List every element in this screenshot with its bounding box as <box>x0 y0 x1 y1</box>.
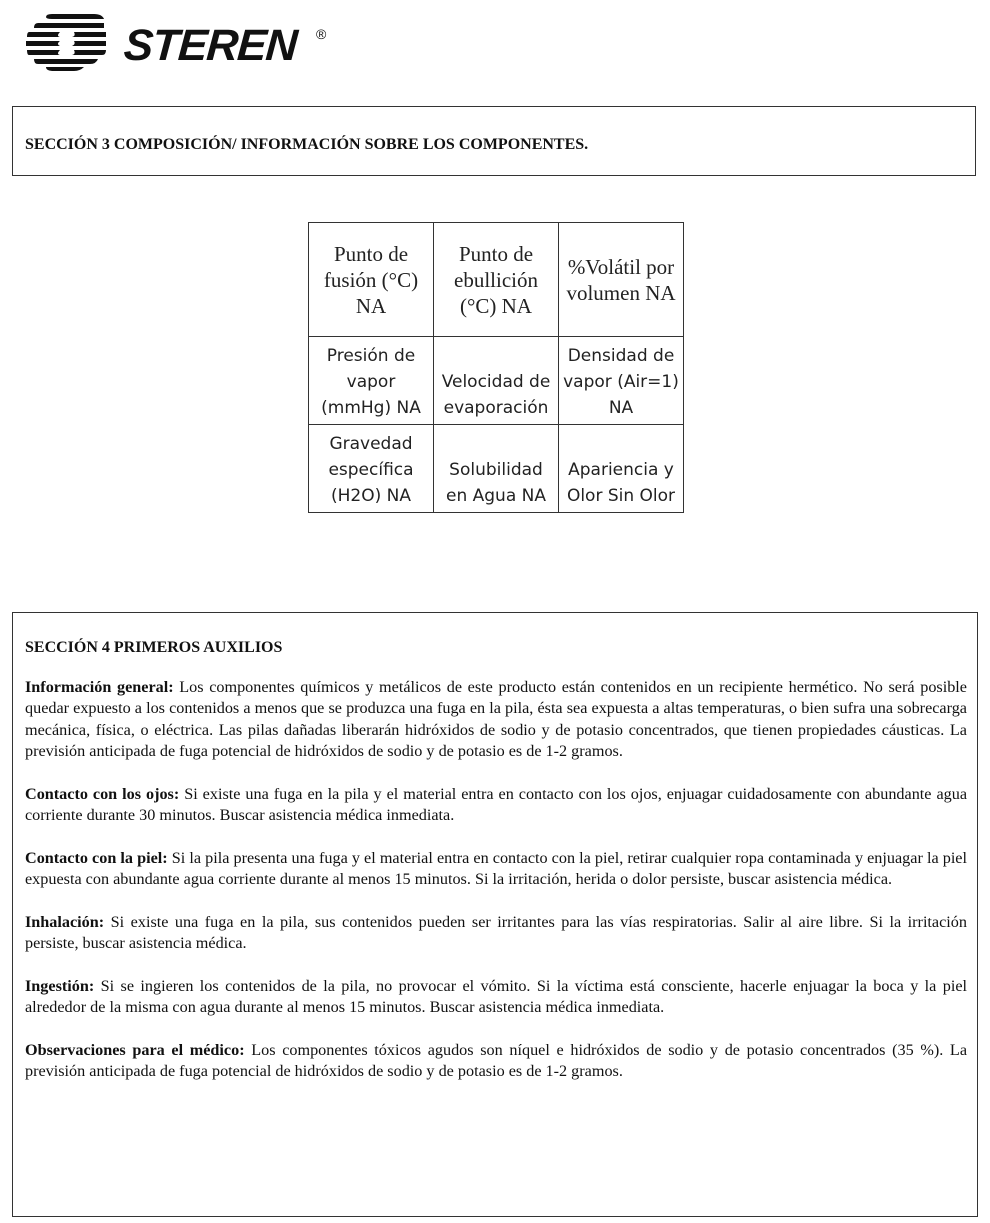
table-row <box>309 337 684 425</box>
paragraph-label: Observaciones para el médico: <box>25 1040 245 1059</box>
first-aid-paragraph <box>25 784 967 827</box>
first-aid-paragraph <box>25 848 967 891</box>
paragraph-label: Ingestión: <box>25 976 95 995</box>
paragraph-label: Inhalación: <box>25 912 105 931</box>
registered-mark: ® <box>316 26 327 42</box>
first-aid-paragraph <box>25 912 967 955</box>
table-cell: Densidad de vapor (Air=1) NA <box>559 337 684 425</box>
table-cell: Gravedad específica (H2O) NA <box>309 425 434 513</box>
section-4-box <box>12 612 978 1217</box>
paragraph-label: Información general: <box>25 677 174 696</box>
steren-stripes-icon <box>24 12 108 72</box>
paragraph-text: Los componentes químicos y metálicos de este producto están contenidos en un recipiente hermético. No será posible quedar expuesto a los contenidos a menos que se produzca una fuga en la pila, ésta sea expuesta a altas temperaturas, o bien sufra una sobrecarga mecánica, física, o eléctrica. Las pilas dañadas liberarán hidróxidos de sodio y de potasio concentrados, que tienen propiedades cáusticas. La previsión anticipada de fuga potencial de hidróxidos de sodio y de potasio es de 1-2 gramos. <box>25 677 967 760</box>
paragraph-text: Si existe una fuga en la pila y el material entra en contacto con los ojos, enjuagar cuidadosamente con abundante agua corriente durante 30 minutos. Buscar asistencia médica inmediata. <box>25 784 968 824</box>
section-4-title: SECCIÓN 4 PRIMEROS AUXILIOS <box>25 639 283 656</box>
brand-name: STEREN <box>122 21 299 70</box>
table-cell: Punto de fusión (°C) NA <box>309 223 434 337</box>
first-aid-paragraph <box>25 976 967 1019</box>
paragraph-label: Contacto con la piel: <box>25 848 168 867</box>
table-cell: Punto de ebullición (°C) NA <box>434 223 559 337</box>
paragraph-text: Si se ingieren los contenidos de la pila, no provocar el vómito. Si la víctima está consciente, hacerle enjuagar la boca y la piel alrededor de la misma con agua durante al menos 15 minutos. Buscar asistencia médica inmediata. <box>25 976 967 1016</box>
table-cell: Solubilidad en Agua NA <box>434 425 559 513</box>
table-cell: %Volátil por volumen NA <box>559 223 684 337</box>
section-3-box <box>12 106 976 176</box>
table-cell: Apariencia y Olor Sin Olor <box>559 425 684 513</box>
table-cell: Velocidad de evaporación <box>434 337 559 425</box>
section-4-content <box>25 637 967 1104</box>
properties-table <box>308 222 684 513</box>
paragraph-label: Contacto con los ojos: <box>25 784 180 803</box>
steren-logo <box>24 12 364 72</box>
paragraph-text: Si existe una fuga en la pila, sus contenidos pueden ser irritantes para las vías respiratorias. Salir al aire libre. Si la irritación persiste, buscar asistencia médica. <box>25 912 967 952</box>
first-aid-paragraph <box>25 677 967 763</box>
table-cell: Presión de vapor (mmHg) NA <box>309 337 434 425</box>
paragraph-text: Los componentes tóxicos agudos son níquel e hidróxidos de sodio y de potasio concentrados (35 %). La previsión anticipada de fuga potencial de hidróxidos de sodio y de potasio es de 1-2 gramos. <box>25 1040 968 1080</box>
table-row <box>309 425 684 513</box>
paragraph-text: Si la pila presenta una fuga y el material entra en contacto con la piel, retirar cualquier ropa contaminada y enjuagar la piel expuesta con abundante agua corriente durante al menos 15 minutos. Si la irritación, herida o dolor persiste, buscar asistencia médica. <box>25 848 967 888</box>
section-3-title: SECCIÓN 3 COMPOSICIÓN/ INFORMACIÓN SOBRE LOS COMPONENTES. <box>25 136 589 153</box>
first-aid-paragraph <box>25 1040 967 1083</box>
table-row <box>309 223 684 337</box>
